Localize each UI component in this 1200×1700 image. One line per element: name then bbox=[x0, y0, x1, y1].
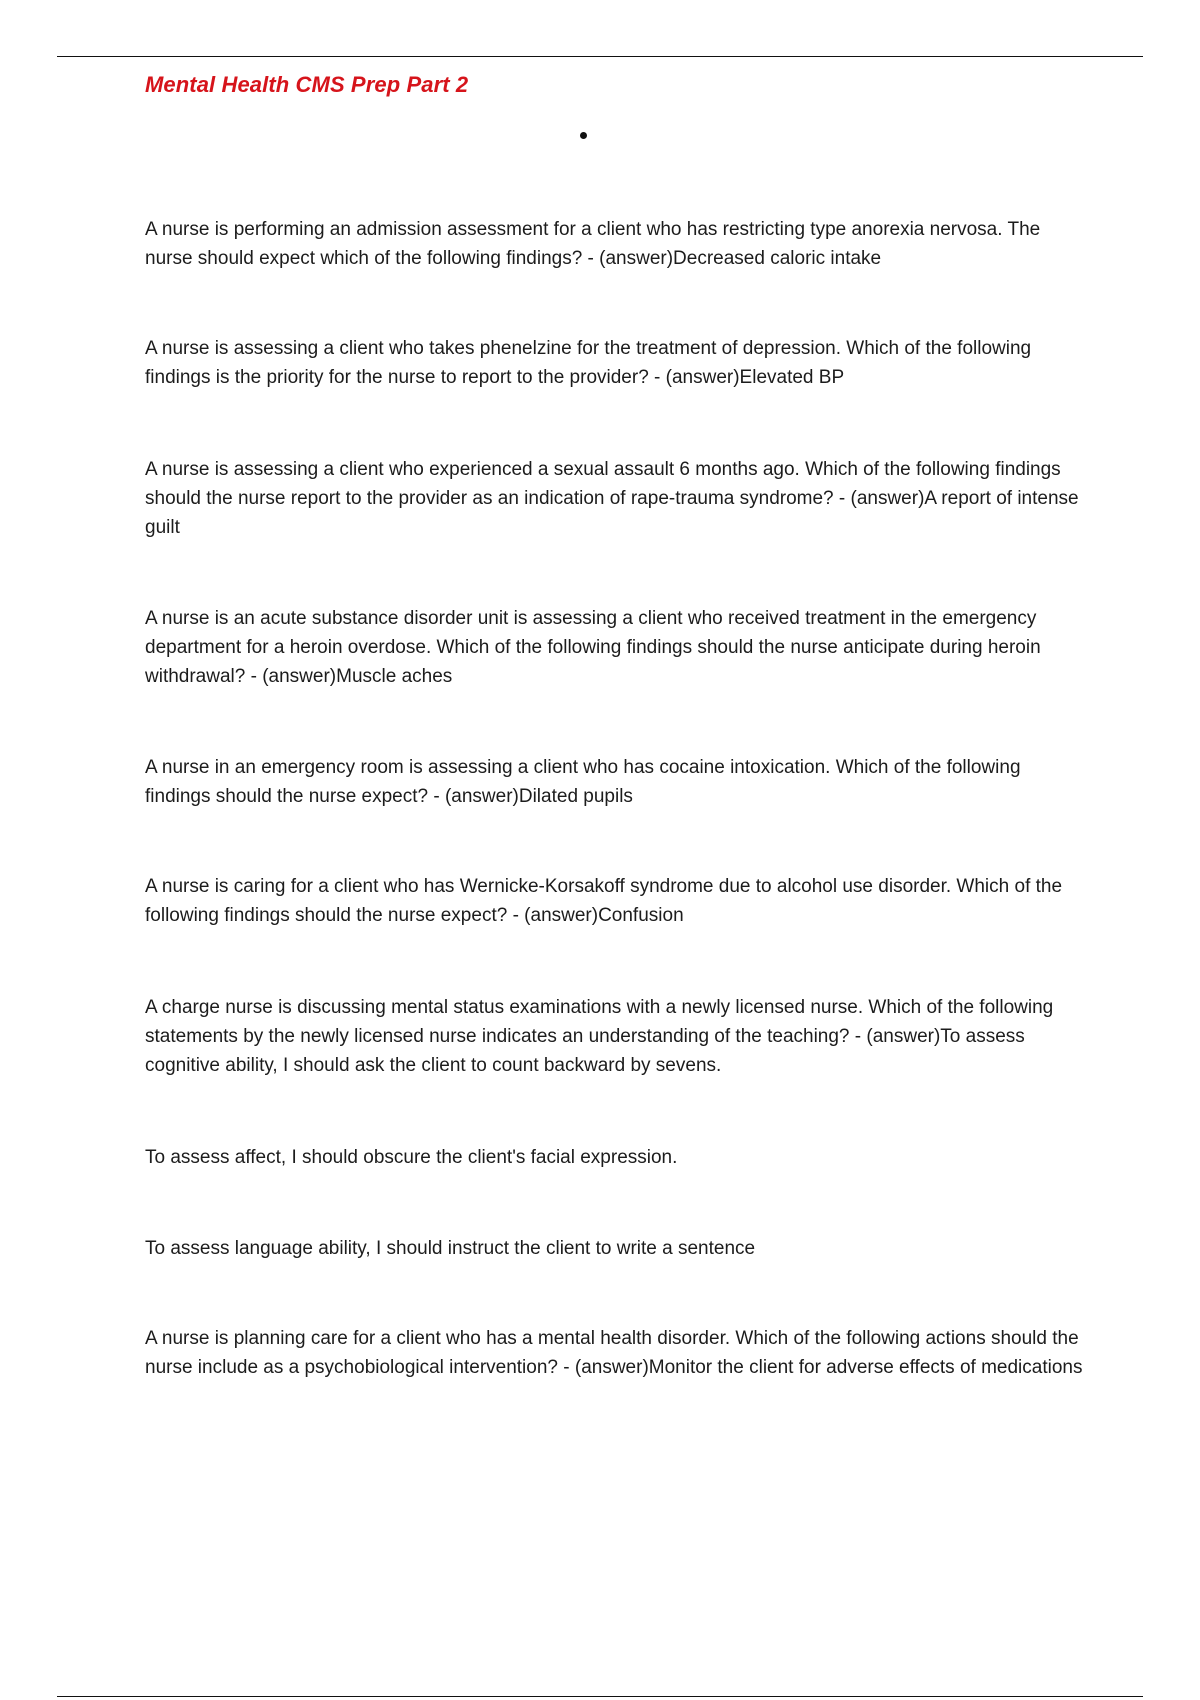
page-title: Mental Health CMS Prep Part 2 bbox=[145, 72, 469, 97]
question-paragraph-2: A nurse is assessing a client who takes phenelzine for the treatment of depression. Which of the following findings is the priority for the nurse to report to the provider? - (answer)Elevated BP bbox=[145, 338, 1032, 388]
top-rule bbox=[57, 56, 1143, 57]
bullet-dot-icon bbox=[580, 132, 587, 139]
question-paragraph-7: A charge nurse is discussing mental status examinations with a newly licensed nurse. Which of the following statements by the newly licensed nurse indicates an understanding of the teaching? - (answer)To assess cognitive ability, I should ask the client to count backward by sevens. bbox=[145, 997, 1054, 1076]
answer-option-paragraph-1: To assess affect, I should obscure the client's facial expression. bbox=[145, 1147, 678, 1168]
bottom-rule bbox=[57, 1696, 1143, 1697]
question-paragraph-4: A nurse is an acute substance disorder unit is assessing a client who received treatment in the emergency department for a heroin overdose. Which of the following findings should the nurse anticipate during heroin withdrawal? - (answer)Muscle aches bbox=[145, 608, 1041, 687]
question-paragraph-3: A nurse is assessing a client who experienced a sexual assault 6 months ago. Which of the following findings should the nurse report to the provider as an indication of rape-trauma syndrome? - (answer)A report of intense guilt bbox=[145, 459, 1079, 538]
question-paragraph-8: A nurse is planning care for a client who has a mental health disorder. Which of the following actions should the nurse include as a psychobiological intervention? - (answer)Monitor the client for adverse effects of medications bbox=[145, 1328, 1083, 1378]
question-paragraph-6: A nurse is caring for a client who has Wernicke-Korsakoff syndrome due to alcohol use disorder. Which of the following findings should the nurse expect? - (answer)Confusion bbox=[145, 876, 1063, 926]
question-paragraph-5: A nurse in an emergency room is assessing a client who has cocaine intoxication. Which of the following findings should the nurse expect? - (answer)Dilated pupils bbox=[145, 757, 1021, 807]
question-paragraph-1: A nurse is performing an admission assessment for a client who has restricting type anorexia nervosa. The nurse should expect which of the following findings? - (answer)Decreased caloric intake bbox=[145, 219, 1041, 269]
answer-option-paragraph-2: To assess language ability, I should instruct the client to write a sentence bbox=[145, 1238, 756, 1259]
